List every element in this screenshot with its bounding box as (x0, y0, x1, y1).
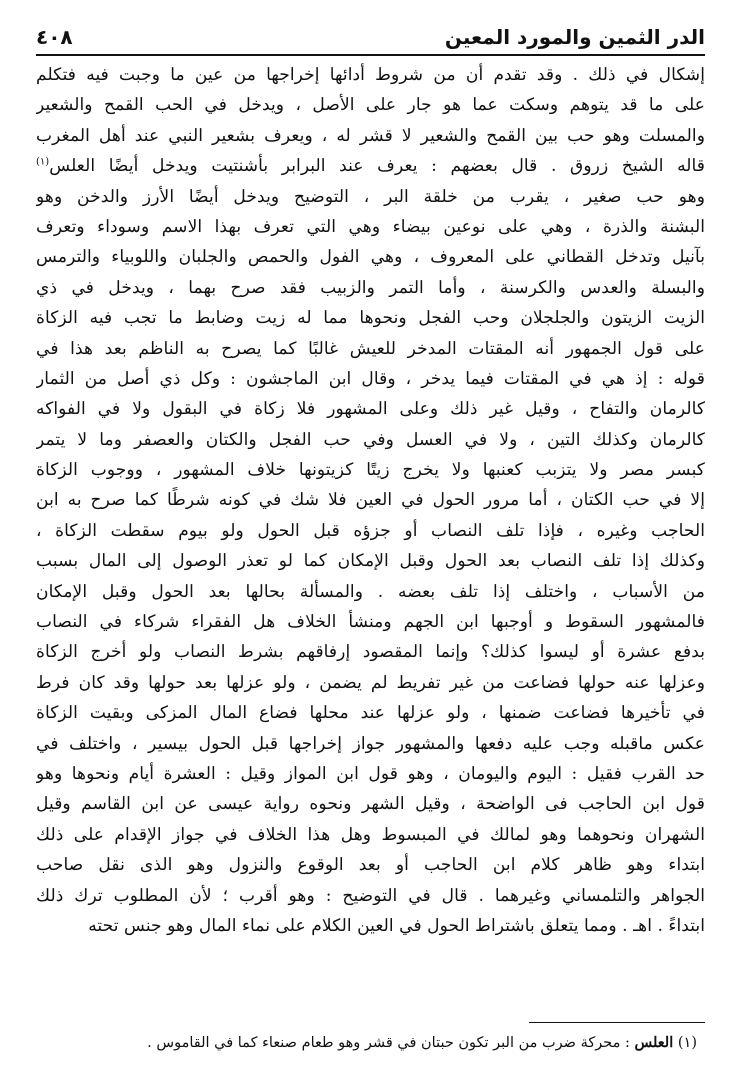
text-line: الزيت الزيتون والجلجلان وحب الفجل ونحوها مما له زيت وضابط ما تجب فيه الزكاة (36, 308, 705, 329)
footnote-text: : محركة ضرب من البر تكون حبتان في قشر وهو طعام صنعاء كما في القاموس . (147, 1035, 630, 1051)
text-line: قول ابن الحاجب فى الواضحة ، وقيل الشهر ونحوه رواية عيسى عن ابن القاسم وقيل (36, 794, 705, 815)
text-line: ابتداء وهو ظاهر كلام ابن الحاجب أو بعد الوقوع والنزول وهو الذى نقل صاحب (36, 855, 705, 876)
page-number: ٤٠٨ (36, 25, 73, 49)
running-title: الدر الثمين والمورد المعين (444, 25, 705, 49)
main-text (36, 60, 705, 941)
text-line: ابتداءً . اهـ . ومما يتعلق باشتراط الحول في العين الكلام على نماء المال وهو جنس تحته (88, 915, 705, 936)
text-line: الجواهر والتلمساني وغيرهما . قال في التوضيح : وهو أقرب ؛ لأن المطلوب ترك ذلك (36, 885, 705, 906)
text-line: البشنة والذرة ، وهي على نوعين بيضاء وهي التي تعرف بهذا الاسم وسوداء وتعرف (36, 216, 705, 237)
text-line: الحاجب وغيره ، فإذا تلف النصاب أو جزؤه قبل الحول ولو بيوم سقطت الزكاة ، (36, 520, 705, 541)
text-line: قوله : إذ هي في المقتات فيما يدخر ، وقال ابن الماجشون : وكل ذي أصل من الثمار (36, 368, 705, 389)
text-line: وعزلها عنه حولها فضاعت من غير تفريط لم يضمن ، ولو عزلها بعد حولها وقد كان فرط (36, 672, 705, 693)
text-line: عكس ماقبله وجب عليه دفعها والمشهور جواز إخراجها قبل الحول بيسير ، واختلف في (36, 733, 705, 754)
footnote-term: العلس (634, 1034, 674, 1051)
text-line: بدفع عشرة أو ليسوا كذلك؟ وإنما المقصود إرفاقهم بشرط النصاب ولو أخرج الزكاة (36, 642, 705, 663)
text-line: وهو حب صغير ، يقرب من خلقة البر ، التوضيح ويدخل أيضًا الأرز والدخن وهو (36, 186, 705, 207)
text-line: كالرمان وكذلك التين ، ولا في العسل وفي حب الفجل والكتان والعصفر وما لا يتمر (36, 429, 705, 450)
text-line: إلا في حب الكتان ، أما مرور الحول في العين فلا شك في كونه شرطًا كما صرح به ابن (36, 490, 705, 511)
text-line: إشكال في ذلك . وقد تقدم أن من شروط أدائها إخراجها من عين ما وجبت فيه فتكلم (36, 65, 705, 85)
text-line: على ما قد يتوهم وسكت عما هو جار على الأصل ، ويدخل في الحب القمح والشعير (36, 95, 705, 116)
text-line-content: قاله الشيخ زروق . قال بعضهم : يعرف عند البرابر بأشنتيت ويدخل أيضًا العلس (49, 156, 705, 177)
page-header (36, 20, 705, 56)
text-line: في تأخيرها فضاعت ضمنها ، ولو عزلها عند محلها فضاع المال المزكى وبقيت الزكاة (36, 703, 705, 724)
footnote-reference[interactable]: (١) (36, 156, 50, 168)
text-line: وكذلك إذا تلف النصاب بعد الحول وقبل الإمكان كما لو تعذر الوصول إلى المال بسبب (36, 551, 705, 572)
text-line: كبسر مصر ولا يتزبب كعنبها ولا يخرج زيتًا كزيتونها خلاف المشهور ، ووجوب الزكاة (36, 460, 705, 481)
footnote-divider (529, 1022, 705, 1023)
text-line: على قول الجمهور أنه المقتات المدخر للعيش غالبًا كما يصرح به الناظم بعد هذا في (36, 338, 705, 359)
text-line: والبسلة والعدس والكرسنة ، وأما التمر والزبيب فقد صرح بهما ، ويدخل في ذي (36, 277, 705, 298)
text-line: بآنيل وتدخل القطاني على المعروف ، وهي الفول والحمص والجلبان واللوبياء والترمس (36, 247, 705, 268)
text-line: من الأسباب ، واختلف إذا تلف بعضه . والمسألة بحالها بعد الحول وقبل الإمكان (36, 581, 705, 602)
text-line: كالرمان والتفاح ، وقيل غير ذلك وعلى المشهور فلا زكاة في البقول ولا في الفواكه (36, 399, 705, 420)
text-line: الشهران ونحوهما وهو لمالك في المبسوط وهل هذا الخلاف في جواز الإقدام على ذلك (36, 824, 705, 845)
footnote (36, 1030, 697, 1056)
text-line: حد القرب فقيل : اليوم واليومان ، وهو قول ابن المواز وقيل : العشرة أيام ونحوها وهو (36, 763, 705, 784)
text-line: والمسلت وهو حب بين القمح والشعير لا قشر له ، ويعرف بشعير النبي عند أهل المغرب (36, 125, 705, 146)
footnote-marker: (١) (677, 1035, 697, 1051)
text-line: فالمشهور السقوط و أوجبها ابن الجهم ومنشأ الخلاف هل الفقراء شركاء في النصاب (36, 612, 705, 633)
text-line-with-footnote (36, 151, 705, 181)
